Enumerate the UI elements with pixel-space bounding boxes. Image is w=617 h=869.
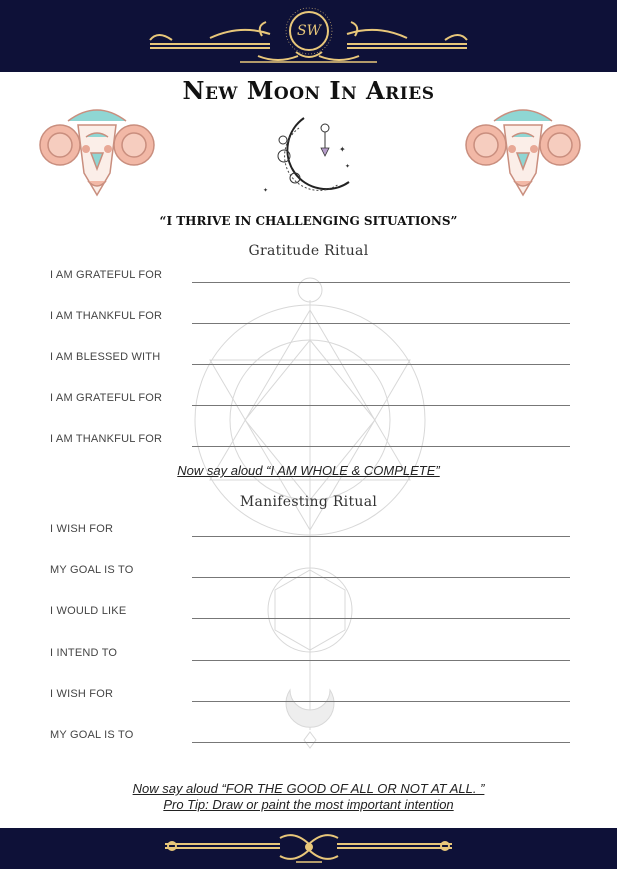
- manifesting-entry-row[interactable]: [50, 686, 570, 702]
- write-line[interactable]: [192, 618, 570, 619]
- write-line[interactable]: [192, 577, 570, 578]
- prompt-label: MY GOAL IS TO: [50, 564, 134, 576]
- pro-tip: Pro Tip: Draw or paint the most important intention: [163, 797, 454, 812]
- closing-affirmation: Now say aloud “FOR THE GOOD OF ALL OR NOT AT ALL. ”: [132, 781, 485, 796]
- manifesting-entry-row[interactable]: [50, 562, 570, 578]
- svg-text:✦: ✦: [263, 188, 269, 194]
- aries-ram-icon: [464, 103, 582, 201]
- gratitude-entry-row[interactable]: [50, 349, 570, 365]
- svg-text:✦: ✦: [339, 145, 346, 154]
- prompt-label: I AM THANKFUL FOR: [50, 310, 163, 322]
- gratitude-entry-row[interactable]: [50, 308, 570, 324]
- prompt-label: MY GOAL IS TO: [50, 729, 134, 741]
- manifesting-entry-row[interactable]: [50, 727, 570, 743]
- gratitude-entry-row[interactable]: [50, 267, 570, 283]
- footer-gold-ornament-icon: [0, 828, 617, 869]
- write-line[interactable]: [192, 323, 570, 324]
- write-line[interactable]: [192, 405, 570, 406]
- gratitude-affirmation: Now say aloud “I AM WHOLE & COMPLETE”: [177, 463, 440, 478]
- manifesting-entry-row[interactable]: [50, 521, 570, 537]
- manifesting-entry-row[interactable]: [50, 645, 570, 661]
- affirmation-quote: “I THRIVE IN CHALLENGING SITUATIONS”: [159, 214, 458, 228]
- write-line[interactable]: [192, 282, 570, 283]
- logo-monogram: SW: [297, 23, 321, 39]
- svg-text:✦: ✦: [345, 164, 351, 170]
- manifesting-entry-row[interactable]: [50, 603, 570, 619]
- write-line[interactable]: [192, 742, 570, 743]
- aries-ram-icon: [38, 103, 156, 201]
- crescent-moon-icon: [259, 112, 359, 202]
- prompt-label: I WISH FOR: [50, 523, 114, 535]
- prompt-label: I AM BLESSED WITH: [50, 351, 161, 363]
- prompt-label: I AM GRATEFUL FOR: [50, 392, 163, 404]
- prompt-label: I INTEND TO: [50, 647, 118, 659]
- prompt-label: I WISH FOR: [50, 688, 114, 700]
- page-title: New Moon In Aries: [182, 76, 435, 105]
- prompt-label: I AM GRATEFUL FOR: [50, 269, 163, 281]
- write-line[interactable]: [192, 701, 570, 702]
- write-line[interactable]: [192, 660, 570, 661]
- write-line[interactable]: [192, 364, 570, 365]
- gratitude-entry-row[interactable]: [50, 431, 570, 447]
- write-line[interactable]: [192, 536, 570, 537]
- prompt-label: I AM THANKFUL FOR: [50, 433, 163, 445]
- gratitude-section-title: Gratitude Ritual: [248, 243, 369, 259]
- manifesting-section-title: Manifesting Ritual: [239, 494, 378, 510]
- write-line[interactable]: [192, 446, 570, 447]
- gratitude-entry-row[interactable]: [50, 390, 570, 406]
- prompt-label: I WOULD LIKE: [50, 605, 127, 617]
